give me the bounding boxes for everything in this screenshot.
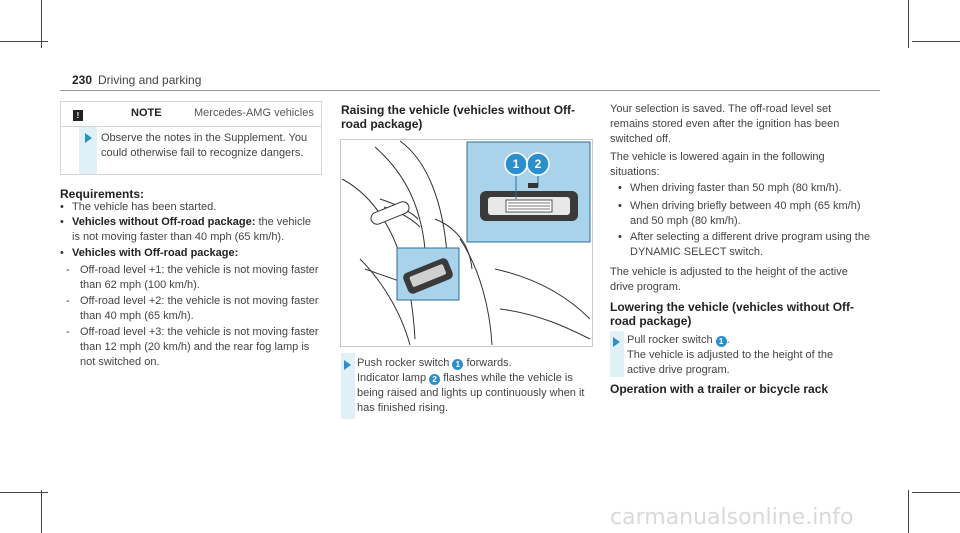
crop-mark <box>41 490 42 533</box>
crop-mark <box>912 492 960 493</box>
figure-callout-1: 1 <box>512 157 520 171</box>
requirement-subitem: - Off-road level +3: the vehicle is not moving faster than 12 mph (20 km/h) and the rear fog lamp is not switched on. <box>80 325 324 370</box>
requirement-subitem: - Off-road level +1: the vehicle is not moving faster than 62 mph (100 km/h). <box>80 263 324 293</box>
watermark: carmanualsonline.info <box>610 505 854 530</box>
header-rule <box>60 90 880 91</box>
note-text: Observe the notes in the Supplement. You could otherwise fail to recognize dangers. <box>101 132 308 159</box>
raising-step-text-c: Indicator lamp <box>357 372 427 384</box>
lowering-step-text-a: Pull rocker switch <box>627 334 713 346</box>
raising-step-text-d: flashes while the vehicle is being raised and lights up continuously when it has finished rising. <box>357 372 585 414</box>
section-title: Driving and parking <box>98 73 202 87</box>
crop-mark <box>912 41 960 42</box>
step-arrow-icon <box>344 360 351 370</box>
requirement-item: • The vehicle has been started. <box>72 200 322 215</box>
lowered-bullet: • When driving faster than 50 mph (80 km/h). <box>630 181 870 196</box>
lowered-intro: The vehicle is lowered again in the following situations: <box>610 151 825 178</box>
callout-badge-1: 1 <box>716 336 727 347</box>
figure-callout-2: 2 <box>534 157 542 171</box>
console-figure <box>340 139 593 347</box>
callout-badge-2: 2 <box>429 374 440 385</box>
lowering-step-text-b: . <box>726 334 730 346</box>
note-box <box>60 101 322 175</box>
lowered-bullet: • After selecting a different drive program using the DYNAMIC SELECT switch. <box>630 230 880 260</box>
requirements-heading: Requirements: <box>60 187 145 201</box>
lowered-bullet: • When driving briefly between 40 mph (65 km/h) and 50 mph (80 km/h). <box>630 199 862 229</box>
crop-mark <box>908 490 909 533</box>
callout-badge-1: 1 <box>452 359 463 370</box>
lowering-step-text-c: The vehicle is adjusted to the height of the active drive program. <box>627 349 834 376</box>
step-arrow-icon <box>85 133 92 143</box>
raising-step-text-b: forwards. <box>466 357 512 369</box>
step-arrow-icon <box>613 337 620 347</box>
crop-mark <box>0 41 48 42</box>
raising-heading: Raising the vehicle (vehicles without Off-road package) <box>341 103 576 131</box>
note-title: Mercedes-AMG vehicles <box>194 107 314 119</box>
note-header <box>61 102 321 127</box>
requirement-bold: Vehicles without Off-road package: <box>72 216 256 228</box>
raising-step-text-a: Push rocker switch <box>357 357 450 369</box>
lowering-heading: Lowering the vehicle (vehicles without Off-road package) <box>610 300 855 328</box>
requirement-item <box>72 215 322 245</box>
adjusted-paragraph: The vehicle is adjusted to the height of the active drive program. <box>610 266 848 293</box>
requirement-item <box>72 246 322 261</box>
note-label: NOTE <box>131 107 162 119</box>
page-number: 230 <box>72 73 93 87</box>
requirement-bold: Vehicles with Off-road package: <box>72 247 239 259</box>
saved-paragraph: Your selection is saved. The off-road level set remains stored even after the ignition has been switched off. <box>610 103 840 145</box>
warning-icon: ! <box>73 110 83 121</box>
crop-mark <box>908 0 909 48</box>
requirement-subitem: - Off-road level +2: the vehicle is not moving faster than 40 mph (65 km/h). <box>80 294 324 324</box>
operation-heading: Operation with a trailer or bicycle rack <box>610 382 829 396</box>
raising-step-text <box>357 356 593 416</box>
requirement-text: the vehicle is not moving faster than 40 mph (65 km/h). <box>72 216 312 243</box>
lowering-step-text <box>627 333 863 378</box>
crop-mark <box>0 492 48 493</box>
